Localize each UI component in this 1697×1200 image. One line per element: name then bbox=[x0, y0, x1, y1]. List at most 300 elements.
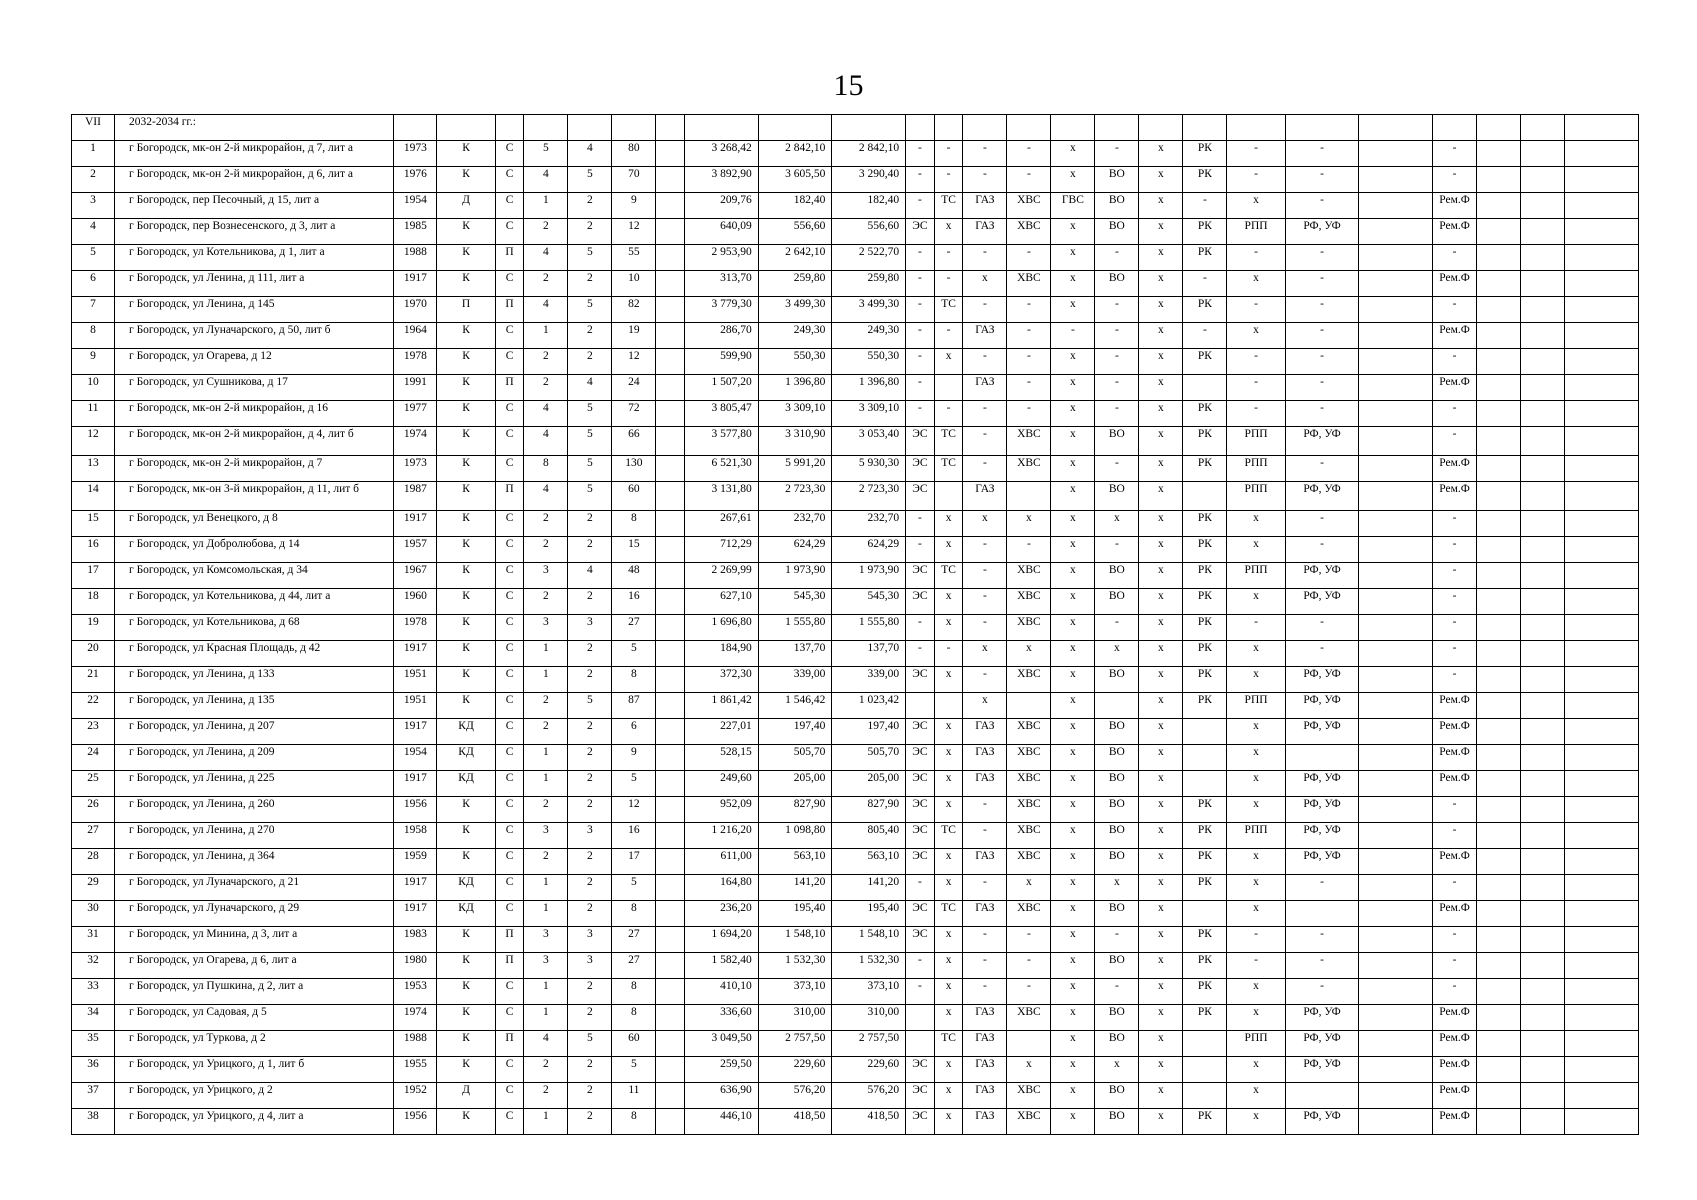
cell-misc-x: х bbox=[1139, 927, 1183, 953]
cell-hot-water: х bbox=[1051, 563, 1095, 589]
cell-floors: 3 bbox=[568, 823, 612, 849]
cell-roof-repair: РК bbox=[1183, 693, 1227, 719]
cell-row-number: 11 bbox=[72, 401, 115, 427]
cell-heat-supply: - bbox=[934, 245, 963, 271]
cell-blank-2 bbox=[1359, 219, 1433, 245]
cell-gas-supply: - bbox=[963, 349, 1007, 375]
cell-entrances: 3 bbox=[524, 615, 568, 641]
section-row bbox=[72, 115, 1639, 141]
cell-elec-supply bbox=[906, 1005, 935, 1031]
cell-facade-insulation: РФ, УФ bbox=[1285, 482, 1359, 511]
cell-apartments: 27 bbox=[612, 953, 656, 979]
cell-year-built: 1917 bbox=[394, 771, 437, 797]
cell-year-built: 1954 bbox=[394, 745, 437, 771]
cell-sewerage bbox=[1095, 693, 1139, 719]
cell-floors: 2 bbox=[568, 849, 612, 875]
cell-gas-supply: ГАЗ bbox=[963, 1057, 1007, 1083]
cell-cold-water bbox=[1007, 693, 1051, 719]
cell-elec-supply: ЭС bbox=[906, 589, 935, 615]
cell-wall-material: КД bbox=[437, 901, 495, 927]
cell-blank-2 bbox=[1359, 349, 1433, 375]
cell-blank-4 bbox=[1521, 1005, 1565, 1031]
cell-blank-2 bbox=[1359, 745, 1433, 771]
cell-heat-supply: х bbox=[934, 589, 963, 615]
cell-floors: 2 bbox=[568, 537, 612, 563]
cell-elec-supply: - bbox=[906, 167, 935, 193]
cell-year-built: 1980 bbox=[394, 953, 437, 979]
cell-entrances: 2 bbox=[524, 349, 568, 375]
cell-row-number: 4 bbox=[72, 219, 115, 245]
cell-address: г Богородск, ул Огарева, д 6, лит а bbox=[114, 953, 393, 979]
cell-row-number: 25 bbox=[72, 771, 115, 797]
cell-apartments: 17 bbox=[612, 849, 656, 875]
cell-total-area: 1 696,80 bbox=[685, 615, 759, 641]
cell-category: С bbox=[495, 641, 524, 667]
cell-gas-supply: - bbox=[963, 245, 1007, 271]
cell-blank-1 bbox=[656, 953, 685, 979]
cell-entrances: 2 bbox=[524, 375, 568, 401]
cell-blank-5 bbox=[1565, 219, 1639, 245]
cell-entrances: 1 bbox=[524, 979, 568, 1005]
cell-blank-3 bbox=[1477, 271, 1521, 297]
cell-residential-area: 5 991,20 bbox=[758, 456, 832, 482]
cell-blank-2 bbox=[1359, 427, 1433, 456]
cell-blank-3 bbox=[1477, 401, 1521, 427]
cell-floors: 3 bbox=[568, 953, 612, 979]
cell-address: г Богородск, ул Сушникова, д 17 bbox=[114, 375, 393, 401]
cell-gas-supply: ГАЗ bbox=[963, 1005, 1007, 1031]
cell-blank-4 bbox=[1521, 667, 1565, 693]
cell-private-area: 1 555,80 bbox=[832, 615, 906, 641]
cell-blank-5 bbox=[1565, 979, 1639, 1005]
cell-cold-water: - bbox=[1007, 323, 1051, 349]
cell-wall-material: КД bbox=[437, 719, 495, 745]
cell-floors: 2 bbox=[568, 1083, 612, 1109]
cell-repair-fund: Рем.Ф bbox=[1433, 693, 1477, 719]
cell-address: г Богородск, ул Пушкина, д 2, лит а bbox=[114, 979, 393, 1005]
cell-heat-supply: ТС bbox=[934, 456, 963, 482]
cell-apartments: 27 bbox=[612, 615, 656, 641]
cell-private-area: 2 842,10 bbox=[832, 141, 906, 167]
cell-blank-2 bbox=[1359, 297, 1433, 323]
cell-sewerage: ВО bbox=[1095, 797, 1139, 823]
cell-residential-area: 1 532,30 bbox=[758, 953, 832, 979]
cell-residential-area: 556,60 bbox=[758, 219, 832, 245]
cell-cold-water: ХВС bbox=[1007, 219, 1051, 245]
cell-blank-2 bbox=[1359, 953, 1433, 979]
cell-cold-water: - bbox=[1007, 349, 1051, 375]
cell-address: г Богородск, ул Ленина, д 133 bbox=[114, 667, 393, 693]
cell-apartments: 48 bbox=[612, 563, 656, 589]
cell-row-number: 32 bbox=[72, 953, 115, 979]
cell-residential-area: 137,70 bbox=[758, 641, 832, 667]
cell-elec-supply: - bbox=[906, 875, 935, 901]
cell-blank-2 bbox=[1359, 693, 1433, 719]
cell-total-area: 627,10 bbox=[685, 589, 759, 615]
cell-gas-supply: - bbox=[963, 297, 1007, 323]
cell-misc-x: х bbox=[1139, 823, 1183, 849]
cell-total-area: 1 582,40 bbox=[685, 953, 759, 979]
cell-floors: 2 bbox=[568, 271, 612, 297]
cell-misc-x: х bbox=[1139, 667, 1183, 693]
cell-gas-supply: - bbox=[963, 615, 1007, 641]
cell-entrances: 4 bbox=[524, 297, 568, 323]
cell-blank-3 bbox=[1477, 563, 1521, 589]
cell-wall-material: К bbox=[437, 641, 495, 667]
cell-floors: 4 bbox=[568, 141, 612, 167]
cell-address: г Богородск, ул Венецкого, д 8 bbox=[114, 511, 393, 537]
cell-gas-supply: - bbox=[963, 167, 1007, 193]
cell-residential-area: 141,20 bbox=[758, 875, 832, 901]
cell-heat-supply: ТС bbox=[934, 563, 963, 589]
cell-roof-repair: РК bbox=[1183, 511, 1227, 537]
cell-heat-supply: х bbox=[934, 1083, 963, 1109]
cell-private-area: 373,10 bbox=[832, 979, 906, 1005]
cell-facade-insulation bbox=[1285, 901, 1359, 927]
cell-private-area: 259,80 bbox=[832, 271, 906, 297]
cell-year-built: 1973 bbox=[394, 456, 437, 482]
cell-total-area: 6 521,30 bbox=[685, 456, 759, 482]
cell-row-number: 18 bbox=[72, 589, 115, 615]
cell-heat-supply: - bbox=[934, 641, 963, 667]
cell-entrances: 1 bbox=[524, 901, 568, 927]
table-row bbox=[72, 641, 1639, 667]
cell-blank-5 bbox=[1565, 563, 1639, 589]
cell-year-built: 1988 bbox=[394, 245, 437, 271]
table-row bbox=[72, 245, 1639, 271]
cell-private-area: 1 023,42 bbox=[832, 693, 906, 719]
cell-blank-2 bbox=[1359, 797, 1433, 823]
cell-row-number: 19 bbox=[72, 615, 115, 641]
cell-facade-insulation: РФ, УФ bbox=[1285, 797, 1359, 823]
cell-heat-supply: х bbox=[934, 537, 963, 563]
cell-blank-5 bbox=[1565, 193, 1639, 219]
cell-repair-fund: Рем.Ф bbox=[1433, 456, 1477, 482]
cell-blank-3 bbox=[1477, 849, 1521, 875]
cell-misc-x: х bbox=[1139, 771, 1183, 797]
cell-apartments: 16 bbox=[612, 589, 656, 615]
cell-heat-supply: х bbox=[934, 1057, 963, 1083]
cell-total-area: 952,09 bbox=[685, 797, 759, 823]
cell-hot-water: х bbox=[1051, 979, 1095, 1005]
table-row bbox=[72, 953, 1639, 979]
cell-address: г Богородск, ул Красная Площадь, д 42 bbox=[114, 641, 393, 667]
cell-blank-5 bbox=[1565, 427, 1639, 456]
cell-blank-1 bbox=[656, 482, 685, 511]
cell-residential-area: 182,40 bbox=[758, 193, 832, 219]
cell-floors: 4 bbox=[568, 375, 612, 401]
cell-repair-fund: Рем.Ф bbox=[1433, 323, 1477, 349]
cell-basement-repair: РПП bbox=[1227, 563, 1285, 589]
cell-gas-supply: ГАЗ bbox=[963, 1109, 1007, 1135]
cell-cold-water: х bbox=[1007, 1057, 1051, 1083]
cell-blank-2 bbox=[1359, 849, 1433, 875]
cell-hot-water: х bbox=[1051, 667, 1095, 693]
cell-sewerage: х bbox=[1095, 641, 1139, 667]
cell-residential-area: 3 605,50 bbox=[758, 167, 832, 193]
cell-gas-supply: х bbox=[963, 271, 1007, 297]
cell-facade-insulation: РФ, УФ bbox=[1285, 1057, 1359, 1083]
cell-misc-x: х bbox=[1139, 456, 1183, 482]
cell-category: С bbox=[495, 323, 524, 349]
cell-residential-area: 197,40 bbox=[758, 719, 832, 745]
cell-row-number: 36 bbox=[72, 1057, 115, 1083]
cell-repair-fund: - bbox=[1433, 875, 1477, 901]
cell-apartments: 5 bbox=[612, 641, 656, 667]
cell-row-number: 8 bbox=[72, 323, 115, 349]
cell-category: С bbox=[495, 167, 524, 193]
cell-cold-water: х bbox=[1007, 641, 1051, 667]
cell-category: П bbox=[495, 245, 524, 271]
cell-address: г Богородск, ул Ленина, д 260 bbox=[114, 797, 393, 823]
cell-residential-area: 229,60 bbox=[758, 1057, 832, 1083]
cell-blank-2 bbox=[1359, 927, 1433, 953]
cell-roof-repair: РК bbox=[1183, 1005, 1227, 1031]
cell-roof-repair: РК bbox=[1183, 245, 1227, 271]
cell-heat-supply: х bbox=[934, 219, 963, 245]
cell-blank-1 bbox=[656, 641, 685, 667]
cell-category: С bbox=[495, 667, 524, 693]
cell-blank-3 bbox=[1477, 219, 1521, 245]
cell-gas-supply: ГАЗ bbox=[963, 193, 1007, 219]
cell-blank-5 bbox=[1565, 615, 1639, 641]
cell-heat-supply: х bbox=[934, 667, 963, 693]
cell-basement-repair: РПП bbox=[1227, 482, 1285, 511]
cell-blank-3 bbox=[1477, 615, 1521, 641]
cell-private-area: 1 396,80 bbox=[832, 375, 906, 401]
cell-total-area: 236,20 bbox=[685, 901, 759, 927]
cell-sewerage: ВО bbox=[1095, 482, 1139, 511]
cell-misc-x: х bbox=[1139, 511, 1183, 537]
cell-facade-insulation: - bbox=[1285, 953, 1359, 979]
cell-row-number: 9 bbox=[72, 349, 115, 375]
cell-entrances: 4 bbox=[524, 245, 568, 271]
housing-registry-table bbox=[71, 114, 1639, 1135]
cell-hot-water: х bbox=[1051, 589, 1095, 615]
cell-wall-material: К bbox=[437, 589, 495, 615]
cell-misc-x: х bbox=[1139, 1005, 1183, 1031]
cell-elec-supply: ЭС bbox=[906, 745, 935, 771]
cell-apartments: 8 bbox=[612, 1005, 656, 1031]
cell-entrances: 2 bbox=[524, 537, 568, 563]
cell-misc-x: х bbox=[1139, 901, 1183, 927]
cell-floors: 5 bbox=[568, 245, 612, 271]
cell-blank-3 bbox=[1477, 511, 1521, 537]
cell-floors: 3 bbox=[568, 615, 612, 641]
cell-blank-3 bbox=[1477, 1057, 1521, 1083]
cell-floors: 4 bbox=[568, 563, 612, 589]
cell-gas-supply: - bbox=[963, 427, 1007, 456]
cell-blank-5 bbox=[1565, 349, 1639, 375]
cell-gas-supply: - bbox=[963, 979, 1007, 1005]
cell-elec-supply: - bbox=[906, 271, 935, 297]
cell-misc-x: х bbox=[1139, 1057, 1183, 1083]
cell-apartments: 70 bbox=[612, 167, 656, 193]
cell-gas-supply: ГАЗ bbox=[963, 719, 1007, 745]
table-row bbox=[72, 927, 1639, 953]
table-row bbox=[72, 693, 1639, 719]
cell-hot-water: ГВС bbox=[1051, 193, 1095, 219]
cell-blank-4 bbox=[1521, 797, 1565, 823]
cell-repair-fund: Рем.Ф bbox=[1433, 1005, 1477, 1031]
cell-cold-water: ХВС bbox=[1007, 456, 1051, 482]
cell-address: г Богородск, ул Туркова, д 2 bbox=[114, 1031, 393, 1057]
cell-wall-material: К bbox=[437, 849, 495, 875]
cell-blank-3 bbox=[1477, 719, 1521, 745]
cell-blank-5 bbox=[1565, 927, 1639, 953]
table-row bbox=[72, 667, 1639, 693]
cell-blank-2 bbox=[1359, 482, 1433, 511]
cell-repair-fund: Рем.Ф bbox=[1433, 482, 1477, 511]
cell-repair-fund: - bbox=[1433, 297, 1477, 323]
cell-misc-x: х bbox=[1139, 589, 1183, 615]
cell-sewerage: ВО bbox=[1095, 667, 1139, 693]
table-row bbox=[72, 901, 1639, 927]
cell-category: П bbox=[495, 375, 524, 401]
cell-blank-1 bbox=[656, 901, 685, 927]
cell-blank-4 bbox=[1521, 1109, 1565, 1135]
cell-address: г Богородск, ул Ленина, д 135 bbox=[114, 693, 393, 719]
cell-facade-insulation: - bbox=[1285, 323, 1359, 349]
cell-entrances: 2 bbox=[524, 693, 568, 719]
cell-blank-2 bbox=[1359, 719, 1433, 745]
cell-address: г Богородск, ул Котельникова, д 68 bbox=[114, 615, 393, 641]
cell-row-number: 38 bbox=[72, 1109, 115, 1135]
cell-blank-5 bbox=[1565, 245, 1639, 271]
cell-hot-water: х bbox=[1051, 511, 1095, 537]
cell-cold-water: ХВС bbox=[1007, 563, 1051, 589]
cell-blank-3 bbox=[1477, 927, 1521, 953]
table-row bbox=[72, 482, 1639, 511]
cell-facade-insulation: РФ, УФ bbox=[1285, 771, 1359, 797]
cell-private-area: 1 532,30 bbox=[832, 953, 906, 979]
cell-residential-area: 1 098,80 bbox=[758, 823, 832, 849]
cell-blank-5 bbox=[1565, 1057, 1639, 1083]
cell-gas-supply: ГАЗ bbox=[963, 375, 1007, 401]
cell-misc-x: х bbox=[1139, 323, 1183, 349]
cell-elec-supply: ЭС bbox=[906, 771, 935, 797]
cell-entrances: 3 bbox=[524, 563, 568, 589]
cell-heat-supply: х bbox=[934, 771, 963, 797]
cell-cold-water bbox=[1007, 482, 1051, 511]
cell-heat-supply: ТС bbox=[934, 901, 963, 927]
cell-hot-water: х bbox=[1051, 167, 1095, 193]
cell-apartments: 8 bbox=[612, 1109, 656, 1135]
cell-entrances: 1 bbox=[524, 193, 568, 219]
cell-sewerage: ВО bbox=[1095, 849, 1139, 875]
cell-private-area: 205,00 bbox=[832, 771, 906, 797]
cell-heat-supply: - bbox=[934, 323, 963, 349]
cell-repair-fund: - bbox=[1433, 641, 1477, 667]
cell-entrances: 1 bbox=[524, 323, 568, 349]
cell-residential-area: 1 555,80 bbox=[758, 615, 832, 641]
cell-facade-insulation: - bbox=[1285, 167, 1359, 193]
cell-private-area: 141,20 bbox=[832, 875, 906, 901]
cell-elec-supply: ЭС bbox=[906, 901, 935, 927]
cell-hot-water: х bbox=[1051, 141, 1095, 167]
cell-blank-3 bbox=[1477, 693, 1521, 719]
cell-wall-material: Д bbox=[437, 193, 495, 219]
cell-year-built: 1987 bbox=[394, 482, 437, 511]
cell-wall-material: К bbox=[437, 979, 495, 1005]
cell-heat-supply bbox=[934, 482, 963, 511]
cell-blank-1 bbox=[656, 456, 685, 482]
cell-basement-repair: х bbox=[1227, 1005, 1285, 1031]
cell-heat-supply bbox=[934, 693, 963, 719]
cell-repair-fund: Рем.Ф bbox=[1433, 849, 1477, 875]
cell-blank-5 bbox=[1565, 141, 1639, 167]
cell-elec-supply: - bbox=[906, 979, 935, 1005]
cell-year-built: 1957 bbox=[394, 537, 437, 563]
cell-residential-area: 563,10 bbox=[758, 849, 832, 875]
cell-floors: 2 bbox=[568, 745, 612, 771]
cell-category: С bbox=[495, 563, 524, 589]
cell-elec-supply: - bbox=[906, 375, 935, 401]
cell-basement-repair: РПП bbox=[1227, 1031, 1285, 1057]
cell-basement-repair: х bbox=[1227, 745, 1285, 771]
cell-blank-1 bbox=[656, 193, 685, 219]
cell-blank-4 bbox=[1521, 271, 1565, 297]
cell-blank-1 bbox=[656, 323, 685, 349]
cell-row-number: 26 bbox=[72, 797, 115, 823]
cell-residential-area: 1 548,10 bbox=[758, 927, 832, 953]
cell-category: С bbox=[495, 1005, 524, 1031]
cell-blank-1 bbox=[656, 245, 685, 271]
cell-floors: 2 bbox=[568, 979, 612, 1005]
cell-cold-water: х bbox=[1007, 875, 1051, 901]
cell-residential-area: 550,30 bbox=[758, 349, 832, 375]
cell-entrances: 1 bbox=[524, 667, 568, 693]
cell-total-area: 599,90 bbox=[685, 349, 759, 375]
cell-cold-water: ХВС bbox=[1007, 797, 1051, 823]
cell-elec-supply: - bbox=[906, 141, 935, 167]
cell-basement-repair: - bbox=[1227, 927, 1285, 953]
cell-hot-water: х bbox=[1051, 745, 1095, 771]
cell-wall-material: КД bbox=[437, 745, 495, 771]
cell-gas-supply: - bbox=[963, 537, 1007, 563]
cell-misc-x: х bbox=[1139, 193, 1183, 219]
cell-blank-1 bbox=[656, 875, 685, 901]
cell-year-built: 1967 bbox=[394, 563, 437, 589]
section-code: VII bbox=[72, 115, 115, 141]
table-row bbox=[72, 427, 1639, 456]
cell-basement-repair: х bbox=[1227, 537, 1285, 563]
cell-sewerage: ВО bbox=[1095, 745, 1139, 771]
cell-elec-supply: ЭС bbox=[906, 482, 935, 511]
cell-roof-repair: РК bbox=[1183, 141, 1227, 167]
cell-elec-supply: - bbox=[906, 245, 935, 271]
cell-elec-supply: ЭС bbox=[906, 1057, 935, 1083]
cell-roof-repair: РК bbox=[1183, 297, 1227, 323]
cell-blank-1 bbox=[656, 401, 685, 427]
cell-facade-insulation: - bbox=[1285, 875, 1359, 901]
cell-address: г Богородск, ул Ленина, д 207 bbox=[114, 719, 393, 745]
cell-misc-x: х bbox=[1139, 401, 1183, 427]
cell-repair-fund: - bbox=[1433, 615, 1477, 641]
cell-row-number: 29 bbox=[72, 875, 115, 901]
cell-blank-5 bbox=[1565, 693, 1639, 719]
table-row bbox=[72, 537, 1639, 563]
cell-heat-supply: - bbox=[934, 401, 963, 427]
cell-misc-x: х bbox=[1139, 271, 1183, 297]
table-row bbox=[72, 219, 1639, 245]
cell-blank-5 bbox=[1565, 375, 1639, 401]
cell-sewerage: х bbox=[1095, 511, 1139, 537]
cell-misc-x: х bbox=[1139, 979, 1183, 1005]
cell-apartments: 8 bbox=[612, 667, 656, 693]
cell-facade-insulation bbox=[1285, 1083, 1359, 1109]
cell-repair-fund: - bbox=[1433, 511, 1477, 537]
